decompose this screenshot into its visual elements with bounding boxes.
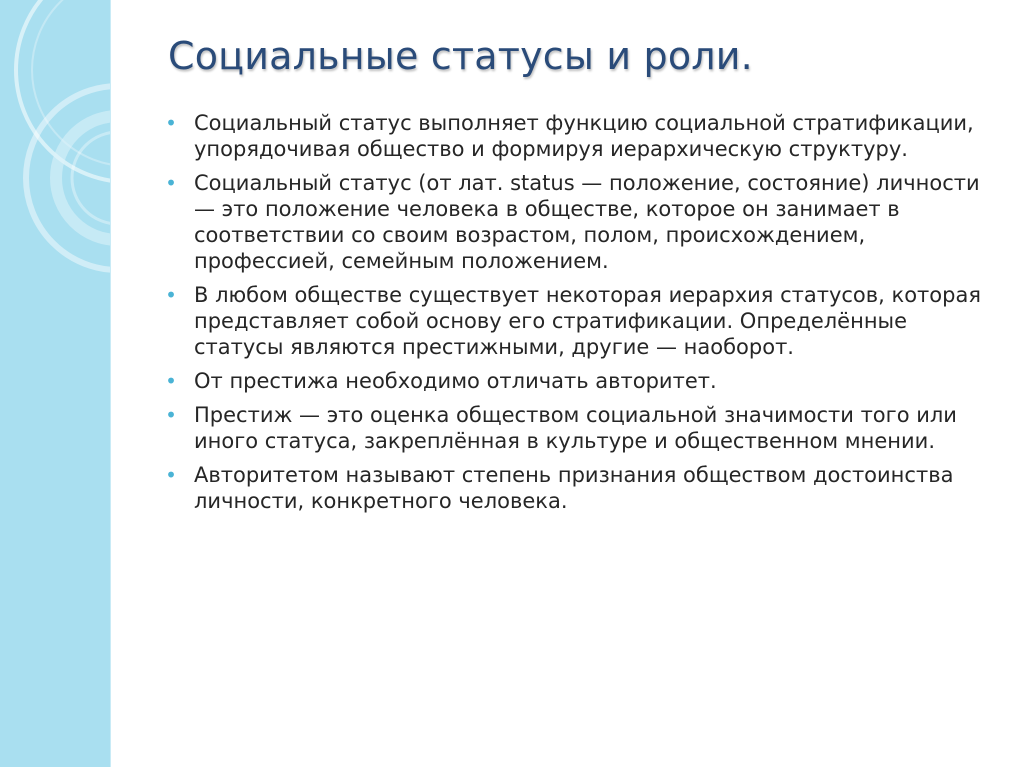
decorative-circles-icon [0, 0, 110, 767]
bullet-dot-icon: • [165, 463, 177, 487]
slide-title: Социальные статусы и роли. [168, 34, 753, 78]
bullet-item [158, 368, 988, 394]
bullet-dot-icon: • [165, 403, 177, 427]
bullet-dot-icon: • [165, 111, 177, 135]
bullet-item [158, 110, 988, 162]
bullet-list [158, 110, 988, 522]
bullet-item [158, 170, 988, 274]
bullet-dot-icon: • [165, 283, 177, 307]
bullet-text: Авторитетом называют степень признания обществом достоинства личности, конкретного человека. [194, 463, 954, 513]
decorative-side-band [0, 0, 111, 767]
bullet-text: В любом обществе существует некоторая иерархия статусов, которая представляет собой основу его стратификации. Определённые статусы являются престижными, другие — наоборот. [194, 283, 981, 359]
bullet-item [158, 402, 988, 454]
bullet-item [158, 462, 988, 514]
bullet-item [158, 282, 988, 360]
bullet-text: От престижа необходимо отличать авторитет. [194, 369, 717, 393]
bullet-text: Социальный статус выполняет функцию социальной стратификации, упорядочивая общество и формируя иерархическую структуру. [194, 111, 974, 161]
bullet-dot-icon: • [165, 369, 177, 393]
bullet-text: Престиж — это оценка обществом социальной значимости того или иного статуса, закреплённая в культуре и общественном мнении. [194, 403, 957, 453]
bullet-text: Социальный статус (от лат. status — положение, состояние) личности — это положение человека в обществе, которое он занимает в соответствии со своим возрастом, полом, происхождением, профессией, семейным положением. [194, 171, 980, 273]
bullet-dot-icon: • [165, 171, 177, 195]
